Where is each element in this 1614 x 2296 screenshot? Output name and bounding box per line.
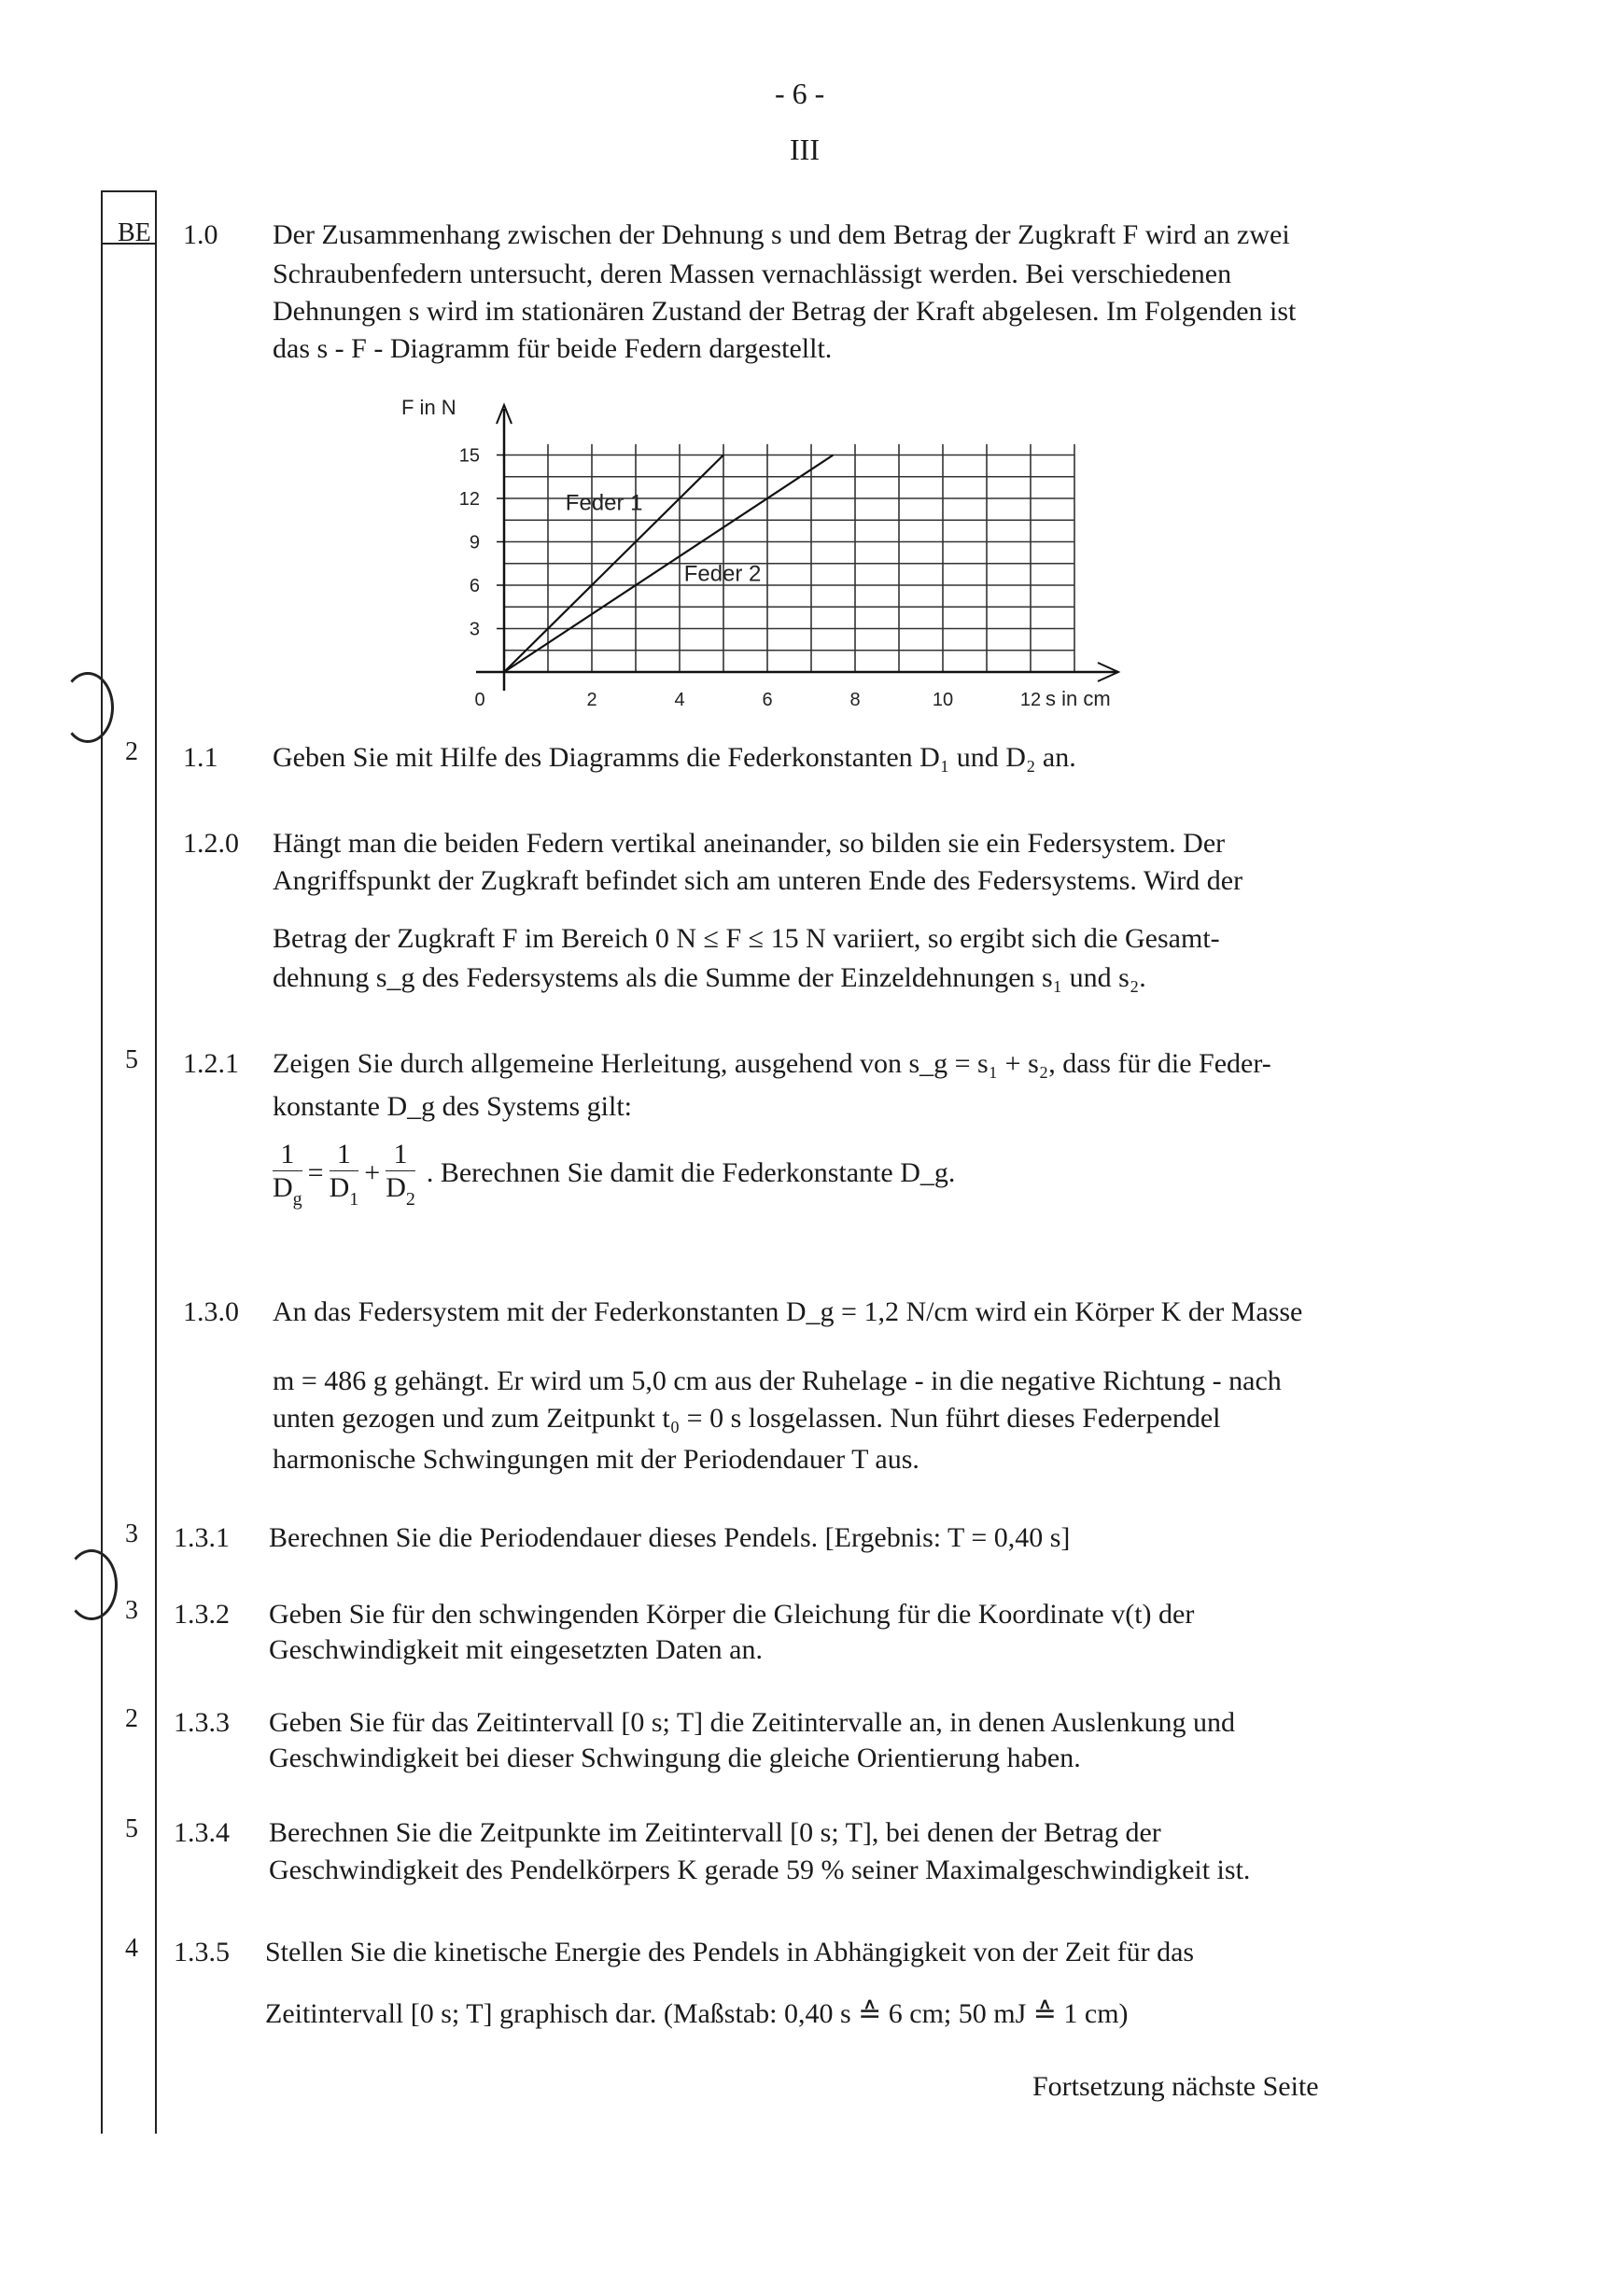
task-number-1-3-1: 1.3.1 — [174, 1522, 230, 1553]
task-1-2-0-line-2: Angriffspunkt der Zugkraft befindet sich am unteren Ende des Federsystems. Wird der — [273, 865, 1243, 896]
points-1-3-2: 3 — [125, 1596, 138, 1625]
task-number-1-1: 1.1 — [183, 742, 218, 773]
task-1-3-0-line-2: m = 486 g gehängt. Er wird um 5,0 cm aus der Ruhelage - in die negative Richtung - nach — [273, 1365, 1282, 1396]
y-tick-label: 15 — [458, 445, 480, 467]
section-label: III — [790, 133, 820, 166]
points-1-1: 2 — [125, 737, 138, 766]
task-1-3-0-line-1: An das Federsystem mit der Federkonstanten D_g = 1,2 N/cm wird ein Körper K der Masse — [273, 1296, 1303, 1327]
task-1-0-line-2: Schraubenfedern untersucht, deren Massen vernachlässigt werden. Bei verschiedenen — [273, 259, 1232, 289]
task-1-3-3-line-2: Geschwindigkeit bei dieser Schwingung die gleiche Orientierung haben. — [269, 1743, 1081, 1773]
task-1-3-4-line-1: Berechnen Sie die Zeitpunkte im Zeitintervall [0 s; T], bei denen der Betrag der — [269, 1817, 1161, 1848]
chart-axes — [476, 405, 1118, 691]
points-1-2-1: 5 — [125, 1045, 138, 1074]
page-number: - 6 - — [775, 77, 825, 110]
task-number-1-3-2: 1.3.2 — [174, 1599, 230, 1630]
x-tick-label: 4 — [674, 690, 685, 710]
task-1-2-1-line-1: Zeigen Sie durch allgemeine Herleitung, ausgehend von s_g = s₁ + s₂, dass für die Feder- — [273, 1048, 1271, 1079]
fraction-1-over-dg: $\frac{1}{D_g}$ — [273, 1139, 302, 1210]
task-1-2-1-line-2: konstante D_g des Systems gilt: — [273, 1091, 632, 1122]
x-tick-label: 12 — [1019, 690, 1042, 710]
be-label: BE — [118, 218, 151, 247]
y-tick-label: 9 — [469, 532, 480, 553]
punch-hole-top — [62, 672, 114, 743]
s-f-diagram — [373, 392, 1195, 728]
x-tick-label: 2 — [586, 690, 597, 710]
task-1-3-5-line-2: Zeitintervall [0 s; T] graphisch dar. (Maßstab: 0,40 s ≙ 6 cm; 50 mJ ≙ 1 cm) — [265, 1998, 1129, 2029]
y-tick-label: 6 — [469, 576, 480, 596]
series-label-feder-2: Feder 2 — [683, 561, 762, 587]
task-1-3-1-text: Berechnen Sie die Periodendauer dieses Pendels. [Ergebnis: T = 0,40 s] — [269, 1522, 1071, 1553]
task-1-0-line-4: das s - F - Diagramm für beide Federn dargestellt. — [273, 333, 833, 364]
task-1-3-3-line-1: Geben Sie für das Zeitintervall [0 s; T] die Zeitintervalle an, in denen Auslenkung und — [269, 1707, 1235, 1738]
task-number-1-3-5: 1.3.5 — [174, 1937, 230, 1967]
task-number-1-0: 1.0 — [183, 219, 218, 250]
points-1-3-5: 4 — [125, 1934, 138, 1963]
continuation-note: Fortsetzung nächste Seite — [1032, 2071, 1319, 2102]
task-number-1-2-1: 1.2.1 — [183, 1048, 239, 1079]
y-tick-label: 12 — [458, 489, 480, 510]
task-1-3-4-line-2: Geschwindigkeit des Pendelkörpers K gerade 59 % seiner Maximalgeschwindigkeit ist. — [269, 1855, 1251, 1885]
points-1-3-3: 2 — [125, 1704, 138, 1733]
task-1-3-0-line-4: harmonische Schwingungen mit der Periodendauer T aus. — [273, 1444, 919, 1475]
chart-grid — [504, 444, 1074, 672]
points-1-3-4: 5 — [125, 1814, 138, 1843]
formula-plus: + — [364, 1157, 381, 1188]
formula-tail: . Berechnen Sie damit die Federkonstante D_g. — [426, 1157, 956, 1188]
task-number-1-3-4: 1.3.4 — [174, 1817, 230, 1848]
points-1-3-1: 3 — [125, 1519, 138, 1548]
y-axis-label: F in N — [401, 396, 456, 419]
task-1-3-2-line-2: Geschwindigkeit mit eingesetzten Daten an. — [269, 1634, 763, 1665]
fraction-1-over-d1: $\frac{1}{D_1}$ — [329, 1139, 359, 1210]
task-number-1-3-3: 1.3.3 — [174, 1707, 230, 1738]
x-tick-label: 0 — [474, 690, 485, 710]
x-axis-label: s in cm — [1046, 687, 1111, 710]
task-number-1-3-0: 1.3.0 — [183, 1296, 239, 1327]
y-tick-label: 3 — [469, 619, 480, 640]
task-1-0-line-3: Dehnungen s wird im stationären Zustand der Betrag der Kraft abgelesen. Im Folgenden ist — [273, 296, 1297, 327]
task-1-0-line-1: Der Zusammenhang zwischen der Dehnung s und dem Betrag der Zugkraft F wird an zwei — [273, 219, 1290, 250]
fraction-1-over-d2: $\frac{1}{D_2}$ — [386, 1139, 415, 1210]
task-number-1-2-0: 1.2.0 — [183, 828, 239, 859]
chart-labels — [401, 396, 1111, 710]
x-tick-label: 10 — [932, 690, 954, 710]
formula-equals: = — [307, 1157, 324, 1188]
task-1-2-0-line-4: dehnung s_g des Federsystems als die Summe der Einzeldehnungen s₁ und s₂. — [273, 962, 1146, 993]
task-1-2-0-line-1: Hängt man die beiden Federn vertikal aneinander, so bilden sie ein Federsystem. Der — [273, 828, 1226, 859]
task-1-2-0-line-3: Betrag der Zugkraft F im Bereich 0 N ≤ F ≤ 15 N variiert, so ergibt sich die Gesamt- — [273, 923, 1220, 954]
task-1-1-text: Geben Sie mit Hilfe des Diagramms die Federkonstanten D₁ und D₂ an. — [273, 742, 1076, 773]
task-1-3-5-line-1: Stellen Sie die kinetische Energie des Pendels in Abhängigkeit von der Zeit für das — [265, 1937, 1195, 1967]
task-1-3-0-line-3: unten gezogen und zum Zeitpunkt t₀ = 0 s losgelassen. Nun führt dieses Federpendel — [273, 1403, 1221, 1434]
x-tick-label: 6 — [762, 690, 773, 710]
series-label-feder-1: Feder 1 — [565, 490, 643, 516]
task-1-3-2-line-1: Geben Sie für den schwingenden Körper die Gleichung für die Koordinate v(t) der — [269, 1599, 1195, 1630]
spring-formula — [267, 1139, 955, 1208]
x-tick-label: 8 — [849, 690, 861, 710]
punch-hole-bottom — [65, 1549, 118, 1620]
